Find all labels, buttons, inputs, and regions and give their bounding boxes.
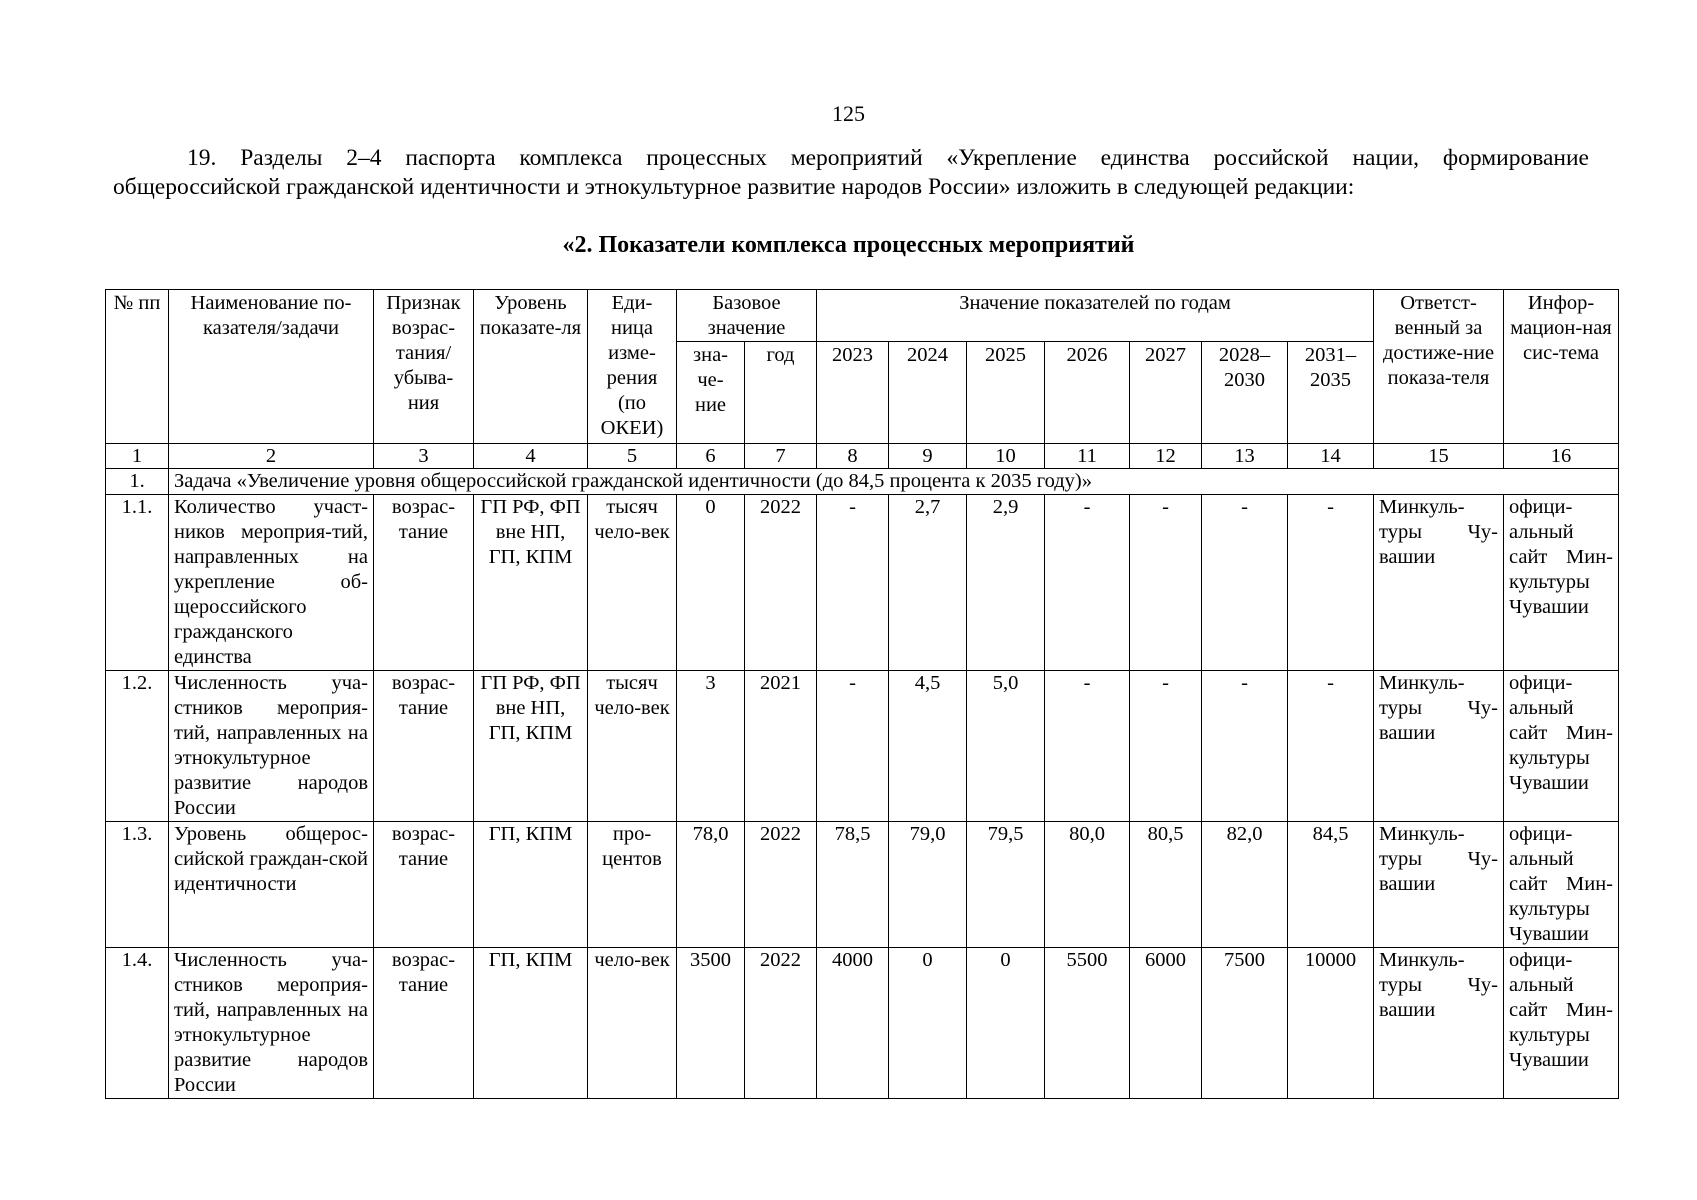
indicator-name: Численность уча-стников мероприя-тий, направленных на этнокультурное развитие народов России xyxy=(169,671,374,822)
base-year: 2021 xyxy=(745,671,817,822)
year-value: - xyxy=(817,671,889,822)
section-title: «2. Показатели комплекса процессных мероприятий xyxy=(562,232,1135,258)
indicator-name: Численность уча-стников мероприя-тий, направленных на этнокультурное развитие народов России xyxy=(169,948,374,1099)
year-value: - xyxy=(1045,671,1130,822)
year-value: 7500 xyxy=(1202,948,1288,1099)
base-year: 2022 xyxy=(745,948,817,1099)
header-info-system: Инфор-мацион-ная сис-тема xyxy=(1504,290,1619,444)
indicator-unit: тысяч чело-век xyxy=(588,495,677,671)
table-row xyxy=(106,671,1619,822)
base-year: 2022 xyxy=(745,822,817,948)
indicator-name: Уровень общерос-сийской граждан-ской идентичности xyxy=(169,822,374,948)
year-value: - xyxy=(1202,495,1288,671)
responsible: Минкуль-туры Чу-вашии xyxy=(1374,822,1504,948)
year-value: 80,5 xyxy=(1130,822,1202,948)
year-value: 78,5 xyxy=(817,822,889,948)
indicator-unit: чело-век xyxy=(588,948,677,1099)
table-row xyxy=(106,822,1619,948)
year-value: 82,0 xyxy=(1202,822,1288,948)
header-name: Наименование по-казателя/задачи xyxy=(169,290,374,444)
intro-line-1: 19. Разделы 2–4 паспорта комплекса процессных мероприятий «Укрепление единства российской нации, формирование xyxy=(187,145,1589,171)
year-value: 79,0 xyxy=(889,822,967,948)
header-unit: Еди-ница изме-рения (по ОКЕИ) xyxy=(588,290,677,444)
year-value: - xyxy=(1045,495,1130,671)
header-year: 2025 xyxy=(967,342,1045,444)
task-row xyxy=(106,469,1619,495)
indicator-sign: возрас-тание xyxy=(374,495,474,671)
base-value: 0 xyxy=(677,495,745,671)
year-value: 6000 xyxy=(1130,948,1202,1099)
year-value: - xyxy=(817,495,889,671)
column-number: 1 xyxy=(106,444,169,469)
year-value: 4,5 xyxy=(889,671,967,822)
page-number: 125 xyxy=(832,101,865,126)
year-value: 80,0 xyxy=(1045,822,1130,948)
year-value: 5500 xyxy=(1045,948,1130,1099)
header-responsible: Ответст-венный за достиже-ние показа-теля xyxy=(1374,290,1504,444)
header-year: 2027 xyxy=(1130,342,1202,444)
column-number: 13 xyxy=(1202,444,1288,469)
task-text: Задача «Увеличение уровня общероссийской гражданской идентичности (до 84,5 процента к 2035 году)» xyxy=(169,469,1619,495)
year-value: 0 xyxy=(967,948,1045,1099)
year-value: - xyxy=(1288,495,1374,671)
header-year: 2031–2035 xyxy=(1288,342,1374,444)
column-number: 8 xyxy=(817,444,889,469)
table-header xyxy=(106,290,1619,469)
column-number: 15 xyxy=(1374,444,1504,469)
year-value: - xyxy=(1202,671,1288,822)
header-base-value: зна-че-ние xyxy=(677,342,745,444)
responsible: Минкуль-туры Чу-вашии xyxy=(1374,948,1504,1099)
indicator-name: Количество участ-ников мероприя-тий, направленных на укрепление об-щероссийского гражданского единства xyxy=(169,495,374,671)
year-value: - xyxy=(1288,671,1374,822)
header-year: 2024 xyxy=(889,342,967,444)
header-base-year: год xyxy=(745,342,817,444)
row-num: 1.1. xyxy=(106,495,169,671)
header-level: Уровень показате-ля xyxy=(474,290,588,444)
indicator-unit: тысяч чело-век xyxy=(588,671,677,822)
year-value: 10000 xyxy=(1288,948,1374,1099)
info-system: офици-альный сайт Мин-культуры Чувашии xyxy=(1504,948,1619,1099)
header-sign: Признак возрас-тания/ убыва-ния xyxy=(374,290,474,444)
column-number: 3 xyxy=(374,444,474,469)
column-number: 5 xyxy=(588,444,677,469)
year-value: 5,0 xyxy=(967,671,1045,822)
indicator-level: ГП, КПМ xyxy=(474,822,588,948)
column-number: 2 xyxy=(169,444,374,469)
indicators-table xyxy=(105,289,1619,1099)
table-row xyxy=(106,495,1619,671)
column-number: 16 xyxy=(1504,444,1619,469)
year-value: - xyxy=(1130,671,1202,822)
table-body xyxy=(106,469,1619,1099)
year-value: 79,5 xyxy=(967,822,1045,948)
row-num: 1.2. xyxy=(106,671,169,822)
intro-paragraph xyxy=(113,144,1589,202)
column-number: 14 xyxy=(1288,444,1374,469)
year-value: 2,9 xyxy=(967,495,1045,671)
info-system: офици-альный сайт Мин-культуры Чувашии xyxy=(1504,671,1619,822)
header-num: № пп xyxy=(106,290,169,444)
year-value: 4000 xyxy=(817,948,889,1099)
responsible: Минкуль-туры Чу-вашии xyxy=(1374,671,1504,822)
base-value: 3500 xyxy=(677,948,745,1099)
row-num: 1.4. xyxy=(106,948,169,1099)
intro-line-2: общероссийской гражданской идентичности и этнокультурное развитие народов России» изложить в следующей редакции: xyxy=(113,174,1355,200)
indicator-sign: возрас-тание xyxy=(374,671,474,822)
column-numbers-row xyxy=(106,444,1619,469)
responsible: Минкуль-туры Чу-вашии xyxy=(1374,495,1504,671)
row-num: 1.3. xyxy=(106,822,169,948)
header-base: Базовое значение xyxy=(677,290,817,342)
year-value: 2,7 xyxy=(889,495,967,671)
header-year: 2023 xyxy=(817,342,889,444)
column-number: 9 xyxy=(889,444,967,469)
header-year: 2028–2030 xyxy=(1202,342,1288,444)
column-number: 11 xyxy=(1045,444,1130,469)
base-year: 2022 xyxy=(745,495,817,671)
info-system: офици-альный сайт Мин-культуры Чувашии xyxy=(1504,495,1619,671)
year-value: 84,5 xyxy=(1288,822,1374,948)
column-number: 10 xyxy=(967,444,1045,469)
column-number: 7 xyxy=(745,444,817,469)
column-number: 6 xyxy=(677,444,745,469)
header-year: 2026 xyxy=(1045,342,1130,444)
indicator-sign: возрас-тание xyxy=(374,822,474,948)
info-system: офици-альный сайт Мин-культуры Чувашии xyxy=(1504,822,1619,948)
year-value: 0 xyxy=(889,948,967,1099)
header-years-group: Значение показателей по годам xyxy=(817,290,1374,342)
indicator-level: ГП, КПМ xyxy=(474,948,588,1099)
indicator-level: ГП РФ, ФП вне НП, ГП, КПМ xyxy=(474,671,588,822)
column-number: 4 xyxy=(474,444,588,469)
indicator-level: ГП РФ, ФП вне НП, ГП, КПМ xyxy=(474,495,588,671)
base-value: 3 xyxy=(677,671,745,822)
task-num: 1. xyxy=(106,469,169,495)
indicator-sign: возрас-тание xyxy=(374,948,474,1099)
column-number: 12 xyxy=(1130,444,1202,469)
table-row xyxy=(106,948,1619,1099)
year-value: - xyxy=(1130,495,1202,671)
indicator-unit: про-центов xyxy=(588,822,677,948)
base-value: 78,0 xyxy=(677,822,745,948)
